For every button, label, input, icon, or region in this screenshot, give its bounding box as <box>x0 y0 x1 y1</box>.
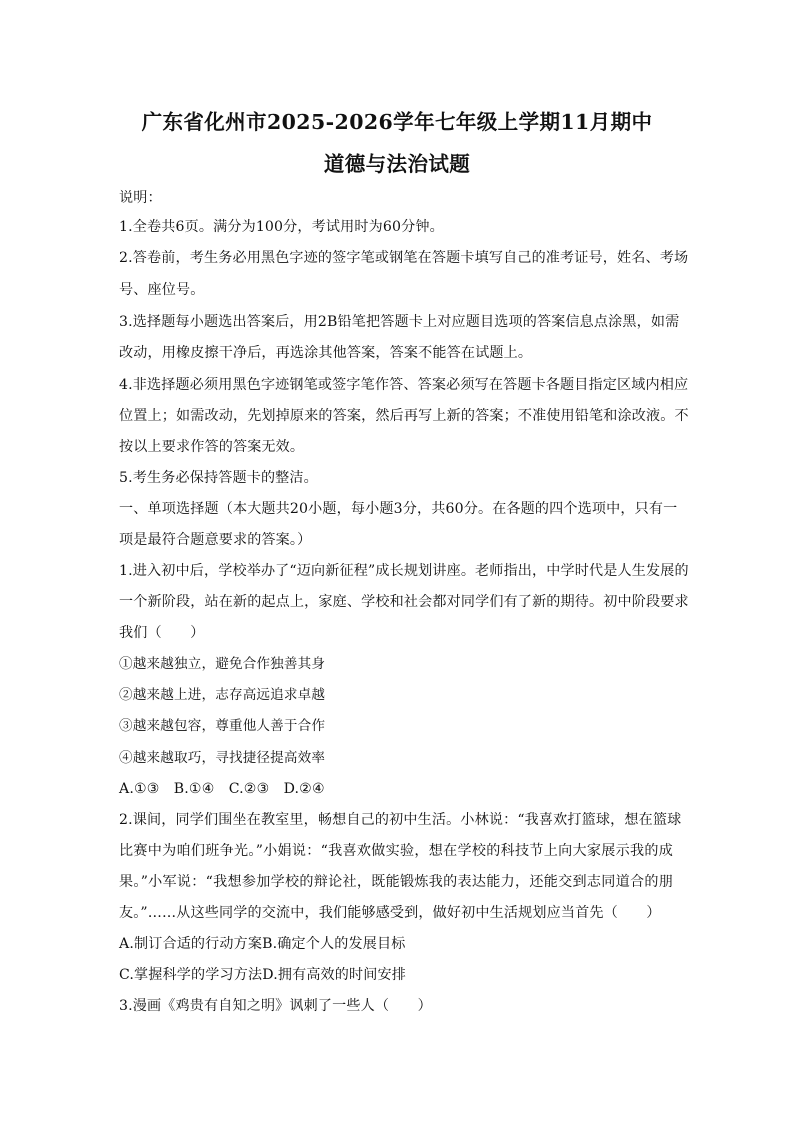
section-heading-line-1: 一、单项选择题（本大题共20小题，每小题3分，共60分。在各题的四个选项中，只有一 <box>119 501 678 517</box>
question-2-choices-line-1: A.制订合适的行动方案B.确定个人的发展目标 <box>119 936 406 952</box>
question-1-stem-line-1: 1.进入初中后，学校举办了“迈向新征程”成长规划讲座。老师指出，中学时代是人生发展的 <box>119 563 689 579</box>
instruction-item-4-line-3: 按以上要求作答的答案无效。 <box>119 439 305 455</box>
question-2-stem-line-3: 果。”小军说：“我想参加学校的辩论社，既能锻炼我的表达能力，还能交到志同道合的朋 <box>119 874 673 890</box>
instruction-item-1: 1.全卷共6页。满分为100分，考试用时为60分钟。 <box>119 219 444 235</box>
exam-subject-title: 道德与法治试题 <box>323 152 471 176</box>
question-2-stem-line-2: 比赛中为咱们班争光。”小娟说：“我喜欢做实验，想在学校的科技节上向大家展示我的成 <box>119 843 673 859</box>
instruction-item-2-line-2: 号、座位号。 <box>119 282 205 298</box>
exam-title: 广东省化州市2025-2026学年七年级上学期11月期中 <box>141 110 653 134</box>
instruction-item-2-line-1: 2.答卷前，考生务必用黑色字迹的签字笔或钢笔在答题卡填写自己的准考证号，姓名、考场 <box>119 250 689 266</box>
question-1-stem-line-3: 我们（ ） <box>119 625 205 641</box>
question-3-stem-line-1: 3.漫画《鸡贵有自知之明》讽刺了一些人（ ） <box>119 998 432 1014</box>
question-1-choices: A.①③ B.①④ C.②③ D.②④ <box>119 781 325 797</box>
question-2-stem-line-4: 友。”……从这些同学的交流中，我们能够感受到，做好初中生活规划应当首先（ ） <box>119 905 661 921</box>
question-1-stem-line-2: 一个新阶段，站在新的起点上，家庭、学校和社会都对同学们有了新的期待。初中阶段要求 <box>119 594 689 610</box>
instruction-item-3-line-1: 3.选择题每小题选出答案后，用2B铅笔把答题卡上对应题目选项的答案信息点涂黑，如需 <box>119 314 680 330</box>
instruction-item-5: 5.考生务必保持答题卡的整洁。 <box>119 470 318 486</box>
question-2-choices-line-2: C.掌握科学的学习方法D.拥有高效的时间安排 <box>119 967 407 983</box>
question-1-item-1: ①越来越独立，避免合作独善其身 <box>119 656 326 672</box>
instruction-item-3-line-2: 改动，用橡皮擦干净后，再选涂其他答案，答案不能答在试题上。 <box>119 345 533 361</box>
section-heading-line-2: 项是最符合题意要求的答案。） <box>119 532 312 548</box>
question-2-stem-line-1: 2.课间，同学们围坐在教室里，畅想自己的初中生活。小林说：“我喜欢打篮球，想在篮球 <box>119 812 682 828</box>
instruction-item-4-line-2: 位置上；如需改动，先划掉原来的答案，然后再写上新的答案；不准使用铅笔和涂改液。不 <box>119 408 689 424</box>
question-1-item-2: ②越来越上进，志存高远追求卓越 <box>119 687 326 703</box>
question-1-item-4: ④越来越取巧，寻找捷径提高效率 <box>119 750 326 766</box>
instructions-heading: 说明： <box>119 190 162 206</box>
instruction-item-4-line-1: 4.非选择题必须用黑色字迹钢笔或签字笔作答、答案必须写在答题卡各题目指定区域内相应 <box>119 377 689 393</box>
question-1-item-3: ③越来越包容，尊重他人善于合作 <box>119 718 326 734</box>
